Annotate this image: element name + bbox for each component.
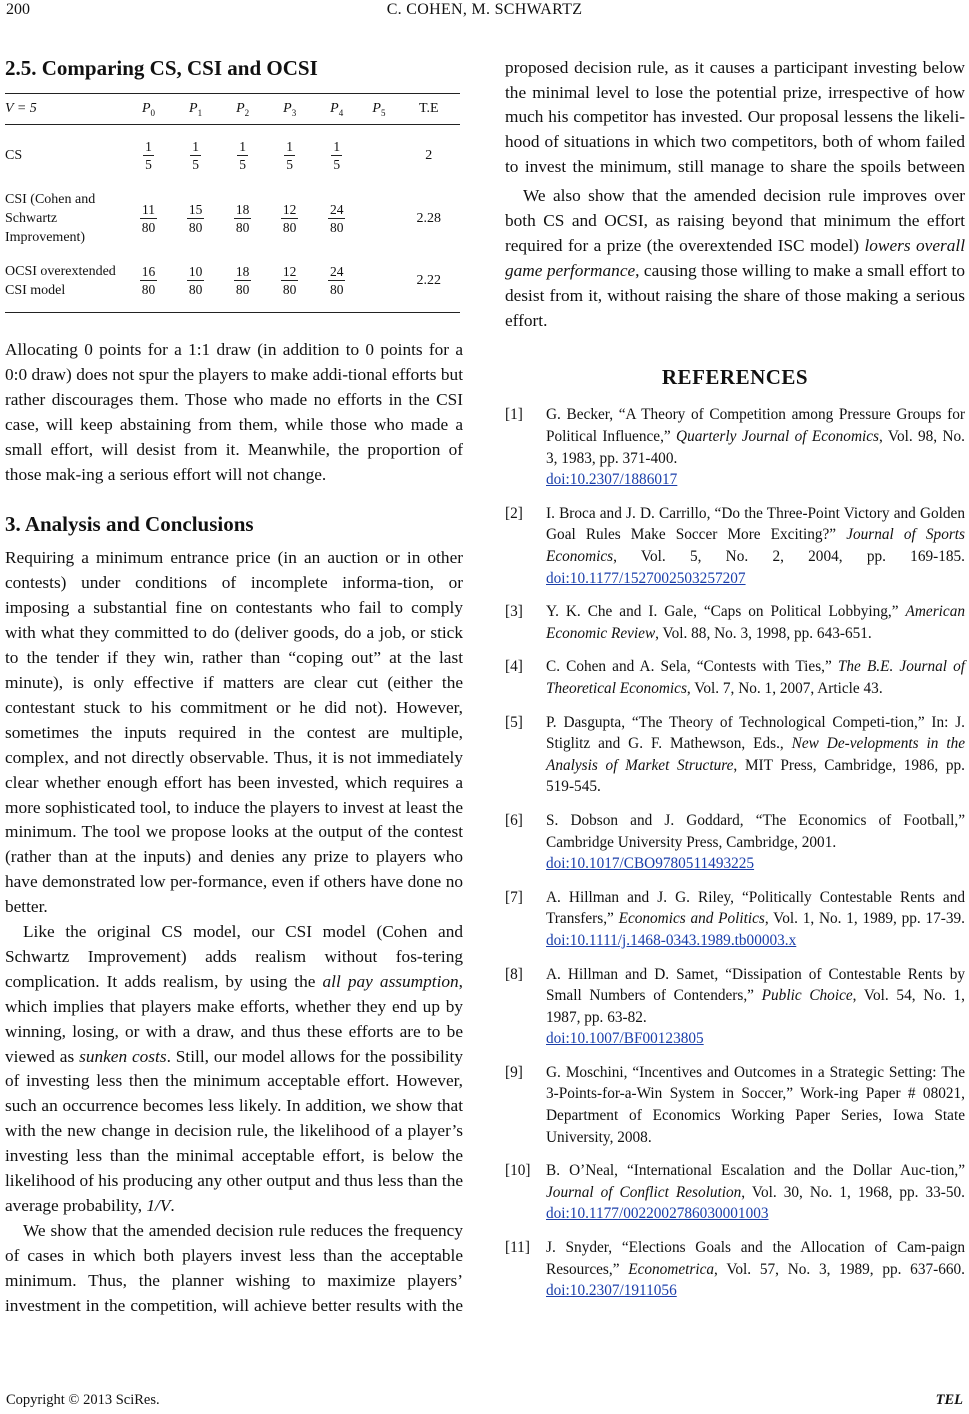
col-header-p3: $P_3$ (266, 94, 313, 125)
cell-fraction (172, 187, 219, 251)
denominator: 80 (235, 282, 250, 298)
page-header (0, 0, 969, 30)
paragraph-continuation: proposed decision rule, as it causes a participant investing below the minimal level to lose the potential prize, irrespective of how much his competitor has invested. Our proposal lessens the likeli-hood of situations in which two competitors, both of whom failed to invest the minimum, still manage to share the spoils between (505, 57, 965, 177)
reference-number: [7] (505, 888, 523, 906)
reference-text: , Vol. 57, No. 3, 1989, pp. 637-660. (714, 1260, 965, 1278)
denominator: 80 (188, 282, 203, 298)
table-header-row (5, 94, 460, 125)
numerator: 12 (282, 201, 297, 217)
table-corner-label: V = 5 (5, 94, 125, 125)
denominator: 80 (141, 219, 156, 235)
doi-link[interactable]: doi:10.1177/0022002786030001003 (546, 1205, 769, 1223)
numerator: 1 (145, 138, 152, 154)
row-label: CSI (Cohen and Schwartz Improvement) (5, 192, 96, 245)
text-run: We also show that the amended decision rule improves over both CS and OCSI, as raising beyond that minimum the effort required for a prize (the overextended ISC model) (505, 186, 965, 255)
reference-text: G. Becker, “A Theory of Competition among Pressure Groups for Political Influence,” (546, 406, 965, 446)
denominator: 5 (286, 156, 294, 172)
denominator: 80 (188, 219, 203, 235)
cell-fraction (125, 187, 172, 251)
reference-text: A. Hillman and J. G. Riley, “Politically Contestable Rents and Transfers,” (546, 888, 965, 928)
denominator: 80 (141, 282, 156, 298)
numerator: 15 (188, 201, 203, 217)
cell-fraction (266, 125, 313, 187)
doi-link[interactable]: doi:10.2307/1911056 (546, 1282, 677, 1300)
reference-source: Public Choice (761, 987, 853, 1005)
denominator: 80 (235, 219, 250, 235)
cell-fraction (172, 251, 219, 313)
doi-link[interactable]: doi:10.1111/j.1468-0343.1989.tb00003.x (546, 931, 797, 949)
col-header-p0: $P_0$ (125, 94, 172, 125)
reference-item (505, 1062, 965, 1148)
reference-list (505, 404, 965, 1301)
cell-fraction (313, 125, 360, 187)
section-2-5-title: 2.5. Comparing CS, CSI and OCSI (5, 56, 318, 80)
section-3-title: 3. Analysis and Conclusions (5, 512, 254, 537)
section-3-paragraph-2 (5, 920, 463, 1219)
numerator: 12 (282, 264, 297, 280)
numerator: 1 (192, 138, 199, 154)
reference-number: [5] (505, 713, 523, 731)
reference-text: B. O’Neal, “International Escalation and the Dollar Auc-tion,” (546, 1162, 965, 1180)
denominator: 80 (329, 219, 344, 235)
copyright-notice: Copyright © 2013 SciRes. (6, 1392, 160, 1408)
denominator: 5 (333, 156, 341, 172)
reference-number: [2] (505, 504, 523, 522)
cell-te: 2.28 (416, 210, 442, 226)
text-run: , which implies that players make efforts, whether they end up by winning, losing, or with a draw, and thus these efforts are to be viewed as (5, 971, 463, 1066)
reference-source: Econometrica (628, 1260, 715, 1278)
numerator: 16 (141, 264, 156, 280)
reference-source: American Economic Review (546, 603, 965, 642)
left-column (5, 50, 463, 1318)
text-run: . Still, our model allows for the possibility of investing less then the minimum acceptable effort. However, such an occurrence becomes less likely. In addition, we show that with the new change in decision rule, the likelihood of a player’s investing less than the minimal acceptable effort, is below the likelihood of his producing any other output and thus less than the average probability, (5, 1046, 463, 1215)
references-title: REFERENCES (661, 365, 809, 390)
reference-text: S. Dobson and J. Goddard, “The Economics of Football,” Cambridge University Press, Cambridge, 2001. (546, 811, 965, 851)
reference-item (505, 712, 965, 798)
reference-text: , Vol. 88, No. 3, 1998, pp. 643-651. (655, 624, 872, 642)
reference-text: C. Cohen and A. Sela, “Contests with Ties,” (546, 658, 838, 676)
col-header-p2: $P_2$ (219, 94, 266, 125)
reference-text: , Vol. 54, No. 1, 1987, pp. 63-82. (546, 987, 965, 1026)
cell-fraction (266, 187, 313, 251)
running-title: C. COHEN, M. SCHWARTZ (386, 1, 583, 18)
col-header-p5: $P_5$ (360, 94, 397, 125)
doi-link[interactable]: doi:10.2307/1886017 (546, 471, 678, 489)
reference-text: J. Snyder, “Elections Goals and the Allocation of Cam-paign Resources,” (546, 1239, 965, 1278)
section-3-paragraph-1: Requiring a minimum entrance price (in an auction or in other contests) under conditions of incomplete informa-tion, or imposing a substantial fine on contestants who fail to comply with what they committed to do (deliver goods, do a job, or stick to the tender if they win, rather than “coping out” at the last minute), is only effective if matters are clear cut (either the contestant stuck to his commitment or he did not). However, sometimes the inputs required in the contest are multiple, complex, and not directly observable. Thus, it is not immediately clear whether enough effort has been invested, which requires a more sophisticated tool, to induce the players to invest at least the minimum. The tool we propose looks at the output of the contest (rather than at the inputs) and denies any prize to players who have demonstrated low per-formance, even if others have done no better. (5, 548, 463, 917)
reference-number: [1] (505, 406, 523, 424)
reference-text: A. Hillman and D. Samet, “Dissipation of Contestable Rents by Small Numbers of Contenders,” (546, 965, 965, 1005)
cell-fraction (172, 125, 219, 187)
section-3-paragraph-4 (505, 184, 965, 333)
reference-source: New De-velopments in the Analysis of Market Structure (546, 735, 966, 774)
text-run: . (170, 1196, 175, 1215)
reference-number: [9] (505, 1063, 523, 1081)
numerator: 24 (329, 201, 344, 217)
cell-fraction (219, 187, 266, 251)
reference-item (505, 964, 965, 1050)
cell-fraction (266, 251, 313, 313)
row-label: CS (5, 148, 23, 164)
emphasis: lowers overall game performance (505, 235, 965, 280)
numerator: 24 (329, 264, 344, 280)
col-header-te: T.E (398, 94, 460, 125)
reference-number: [3] (505, 603, 523, 621)
doi-link[interactable]: doi:10.1177/1527002503257207 (546, 569, 746, 587)
reference-text: , MIT Press, Cambridge, 1986, pp. 519-545. (546, 756, 965, 796)
text-run: Like the original CS model, our CSI model (Cohen and Schwartz Improvement) adds realism without fos-tering complication. It adds realism, by using the (5, 922, 463, 991)
reference-source: The B.E. Journal of Theoretical Economics (546, 658, 965, 697)
cell-fraction (219, 125, 266, 187)
cell-fraction (125, 251, 172, 313)
doi-link[interactable]: doi:10.1007/BF00123805 (546, 1030, 704, 1048)
page-number: 200 (6, 1, 30, 18)
reference-source: Journal of Sports Economics (546, 526, 965, 565)
table-row-csi (5, 187, 460, 251)
reference-text: P. Dasgupta, “The Theory of Technological Competi-tion,” In: J. Stiglitz and G. F. Mathewson, Eds., (546, 713, 965, 753)
journal-abbrev: TEL (935, 1392, 963, 1408)
reference-source: Economics and Politics (618, 910, 765, 928)
col-header-p4: $P_4$ (313, 94, 360, 125)
reference-number: [11] (505, 1239, 530, 1257)
cell-fraction (313, 251, 360, 313)
reference-source: Journal of Conflict Resolution (546, 1183, 742, 1201)
numerator: 1 (286, 138, 294, 154)
reference-number: [4] (505, 658, 523, 676)
cell-fraction (125, 125, 172, 187)
table-row-cs (5, 125, 460, 187)
reference-item (505, 1160, 965, 1225)
right-column (505, 50, 965, 1314)
reference-text: I. Broca and J. D. Carrillo, “Do the Three-Point Victory and Golden Goal Rules Make Soccer More Exciting?” (546, 504, 965, 544)
reference-text: , Vol. 7, No. 1, 2007, Article 43. (686, 679, 883, 697)
reference-text: , Vol. 5, No. 2, 2004, pp. 169-185. (613, 548, 965, 565)
reference-text: , Vol. 30, No. 1, 1968, pp. 33-50. (741, 1183, 965, 1201)
denominator: 80 (282, 219, 297, 235)
comparison-table (5, 93, 460, 313)
cell-empty (360, 251, 397, 313)
reference-number: [6] (505, 811, 523, 829)
reference-number: [8] (505, 965, 523, 983)
denominator: 5 (145, 156, 152, 172)
cell-empty (360, 187, 397, 251)
numerator: 18 (235, 201, 250, 217)
cell-fraction (313, 187, 360, 251)
reference-item (505, 887, 965, 952)
col-header-p1: $P_1$ (172, 94, 219, 125)
reference-item (505, 810, 965, 875)
cell-te: 2.22 (398, 251, 460, 313)
section-2-5-paragraph: Allocating 0 points for a 1:1 draw (in addition to 0 points for a 0:0 draw) does not spur the players to make addi-tional efforts but rather discourages them. Those who made no efforts in the CSI case, will keep abstaining from them, while those who made a small effort, will desist from it. Meanwhile, the proportion of those mak-ing a serious effort will not change. (5, 340, 463, 484)
denominator: 5 (192, 156, 199, 172)
math-expression: 1/V (146, 1196, 171, 1215)
reference-text: Y. K. Che and I. Gale, “Caps on Political Lobbying,” (546, 603, 906, 621)
numerator: 11 (140, 201, 158, 219)
cell-fraction (219, 251, 266, 313)
reference-item (505, 503, 965, 589)
denominator: 80 (282, 282, 297, 298)
text-run: , causing those willing to make a small effort to desist from it, without raising the share of those making a serious effort. (505, 260, 966, 330)
numerator: 1 (239, 138, 246, 154)
reference-text: , Vol. 98, No. 3, 1983, pp. 371-400. (546, 428, 965, 467)
table-row-ocsi (5, 251, 460, 313)
denominator: 80 (329, 282, 344, 298)
cell-te: 2 (425, 147, 433, 163)
denominator: 5 (239, 156, 246, 172)
doi-link[interactable]: doi:10.1017/CBO9780511493225 (546, 855, 755, 873)
section-3-paragraph-3-continued (505, 55, 965, 180)
reference-source: Quarterly Journal of Economics (676, 428, 879, 446)
cell-empty (360, 125, 397, 187)
reference-item (505, 601, 965, 644)
emphasis: sunken costs (79, 1046, 167, 1066)
section-3-paragraph-3: We show that the amended decision rule reduces the frequency of cases in which both players invest less than the acceptable minimum. Thus, the planner wishing to maximize players’ investment in the competition, will achieve better results with the (5, 1220, 463, 1315)
page-footer (0, 1392, 969, 1414)
numerator: 18 (235, 264, 250, 280)
numerator: 10 (188, 264, 203, 280)
emphasis: all pay assumption (322, 971, 459, 991)
numerator: 1 (333, 138, 341, 154)
reference-item (505, 656, 965, 699)
row-label: OCSI overextended CSI model (5, 251, 125, 313)
reference-item (505, 404, 965, 490)
reference-text: , Vol. 1, No. 1, 1989, pp. 17-39. (764, 910, 965, 928)
reference-item (505, 1237, 965, 1302)
reference-text: G. Moschini, “Incentives and Outcomes in a Strategic Setting: The 3-Points-for-a-Win System in Soccer,” Work-ing Paper # 08021, Department of Economics Working Paper Series, Iowa State University, 2008. (546, 1063, 965, 1146)
reference-number: [10] (505, 1162, 531, 1180)
